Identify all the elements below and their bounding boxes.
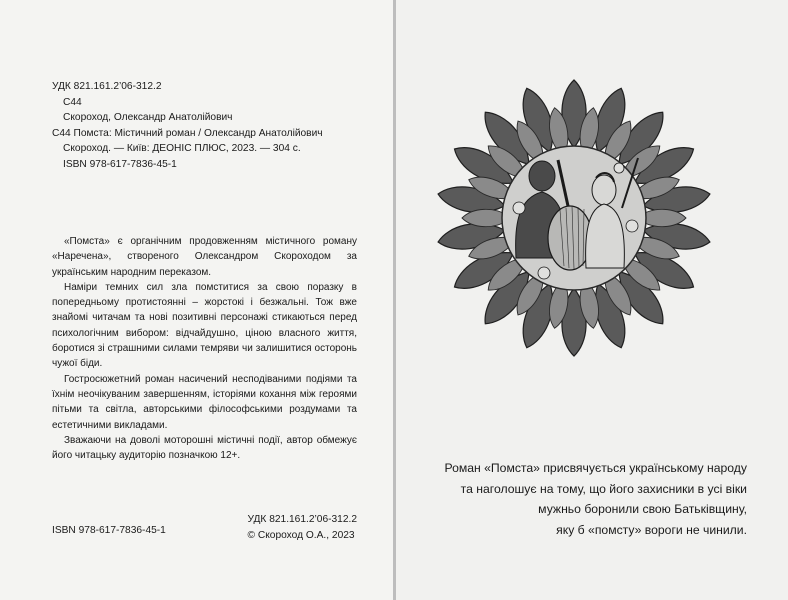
left-page: [0, 0, 393, 600]
abstract-paragraph: «Помста» є органічним продовженням містичного роману «Наречена», створеного Олександром Скороходом за українським народним переказом.: [52, 236, 357, 278]
book-abstract: [52, 234, 357, 463]
dedication-line: яку б «помсту» вороги не чинили.: [556, 522, 747, 537]
record-line-2: Скороход. — Київ: ДЕОНІС ПЛЮС, 2023. — 304 с.: [63, 143, 301, 155]
sunflower-illustration-icon: [434, 78, 714, 358]
catalog-record: [52, 79, 323, 173]
bottom-isbn: ISBN 978-617-7836-45-1: [52, 525, 166, 536]
abstract-paragraph: Гостросюжетний роман насичений несподіваними подіями та їхнім неочікуваним завершенням, історіями кохання між героями пітьми та світла, авторськими філософськими роздумами та естетичними викладами.: [52, 373, 357, 431]
dedication-line: Роман «Помста» присвячується українському народу: [444, 461, 747, 475]
author-heading: Скороход, Олександр Анатолійович: [63, 112, 233, 124]
abstract-paragraph: Наміри темних сил зла помститися за свою поразку в попередньому протистоянні – жорстокі і безжальні. Тож вже знайомі читачам та нові позитивні персонажі стикаються перед психологічним вибором: відчайдушно, ціною власного життя, боротися зі страшними силами темряви чи залишитися осторонь чужої біди.: [52, 281, 357, 370]
record-isbn: ISBN 978-617-7836-45-1: [63, 158, 177, 170]
copyright-line: © Скороход О.А., 2023: [247, 530, 355, 541]
udk-code: УДК 821.161.2’06-312.2: [52, 81, 162, 92]
author-sign: С44: [63, 96, 82, 108]
record-line-1: С44 Помста: Містичний роман / Олександр Анатолійович: [52, 127, 323, 139]
dedication-text: [407, 458, 747, 540]
right-page: [396, 0, 788, 600]
bottom-udk: УДК 821.161.2’06-312.2: [247, 514, 357, 525]
dedication-line: мужньо боронили свою Батьківщину,: [538, 502, 747, 516]
abstract-paragraph: Зважаючи на доволі моторошні містичні події, автор обмежує його читацьку аудиторію позначкою 12+.: [52, 434, 357, 462]
bottom-imprint: [248, 512, 357, 544]
dedication-line: та наголошує на тому, що його захисники в усі віки: [460, 481, 747, 496]
